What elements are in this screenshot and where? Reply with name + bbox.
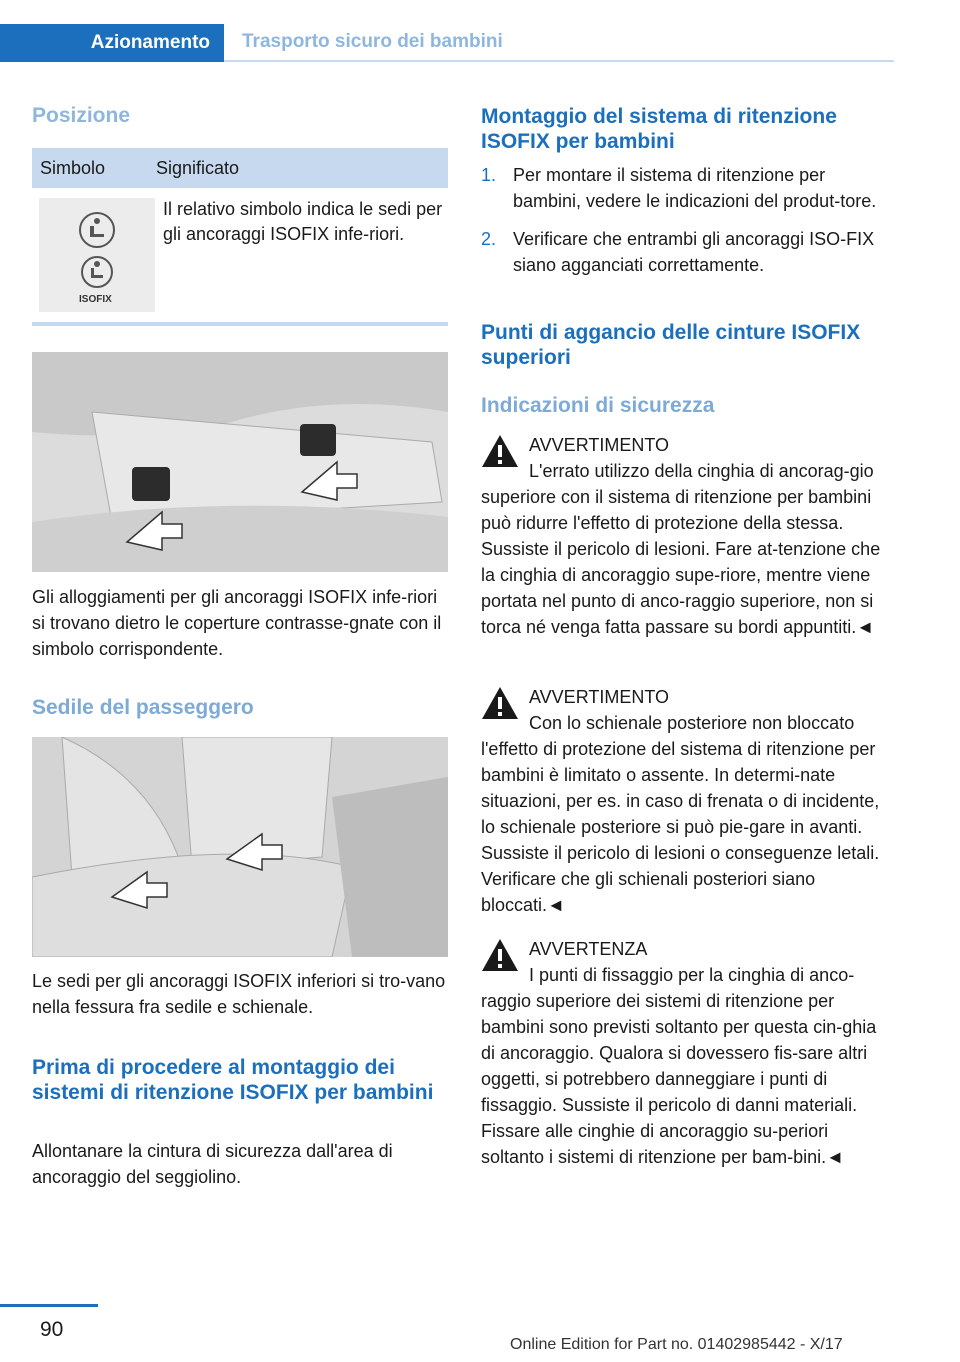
isofix-label: ISOFIX bbox=[79, 294, 112, 305]
heading-punti-aggancio: Punti di aggancio delle cinture ISOFIX superiori bbox=[481, 321, 861, 369]
warning-block bbox=[481, 936, 893, 1170]
warning-title: AVVERTENZA bbox=[529, 939, 648, 959]
heading-sedile-passeggero: Sedile del passeggero bbox=[32, 696, 254, 719]
caption-rear-seat: Gli alloggiamenti per gli ancoraggi ISOFIX infe-riori si trovano dietro le coperture contrasse-gnate con il simbolo corrispondente. bbox=[32, 587, 442, 659]
caption-passenger-seat: Le sedi per gli ancoraggi ISOFIX inferiori si tro-vano nella fessura fra sedile e schienale. bbox=[32, 971, 446, 1017]
heading-prima-di-procedere: Prima di procedere al montaggio dei sistemi di ritenzione ISOFIX per bambini bbox=[32, 1056, 434, 1104]
warning-title: AVVERTIMENTO bbox=[529, 435, 670, 455]
heading-montaggio: Montaggio del sistema di ritenzione ISOFIX per bambini bbox=[481, 105, 837, 153]
footer-rule bbox=[0, 1304, 98, 1307]
col-header-meaning: Significato bbox=[156, 157, 240, 178]
warning-text: L'errato utilizzo della cinghia di ancorag-gio superiore con il sistema di ritenzione per bambini può ridurre l'effetto di protezione della stessa. Sussiste il pericolo di lesioni. Fare at-tenzione che la cinghia di ancoraggio supe-riore, mentre viene portata nel punto di anco-raggio superiore, non si torca né venga fatta passare su bordi appuntiti.◄ bbox=[481, 461, 881, 637]
paragraph-prima: Allontanare la cintura di sicurezza dall'area di ancoraggio del seggiolino. bbox=[32, 1141, 393, 1187]
step-number: 1. bbox=[481, 165, 497, 185]
warning-block bbox=[481, 432, 893, 640]
table-row bbox=[32, 188, 448, 324]
montaggio-steps bbox=[481, 162, 893, 290]
table-bottom-rule bbox=[32, 322, 448, 326]
warning-triangle-icon bbox=[481, 938, 519, 972]
tab-azionamento[interactable]: Azionamento bbox=[0, 24, 224, 62]
symbol-meaning-text: Il relativo simbolo indica le sedi per gli ancoraggi ISOFIX infe-riori. bbox=[163, 199, 443, 244]
warning-block bbox=[481, 684, 893, 918]
edition-note: Online Edition for Part no. 01402985442 - X/17 bbox=[510, 1336, 843, 1353]
step-number: 2. bbox=[481, 229, 497, 249]
warning-title: AVVERTIMENTO bbox=[529, 687, 670, 707]
list-item bbox=[481, 226, 893, 278]
warning-triangle-icon bbox=[481, 434, 519, 468]
passenger-seat-isofix-photo bbox=[32, 737, 448, 957]
heading-indicazioni-sicurezza: Indicazioni di sicurezza bbox=[481, 394, 715, 417]
heading-posizione: Posizione bbox=[32, 104, 131, 127]
step-text: Verificare che entrambi gli ancoraggi ISO-FIX siano agganciati correttamente. bbox=[513, 229, 875, 275]
warning-text: I punti di fissaggio per la cinghia di anco-raggio superiore dei sistemi di ritenzione per bambini sono previsti soltanto per questa cin-ghia di ancoraggio. Qualora si dovessero fis-sare altri oggetti, si potrebbero danneggiare i punti di fissaggio. Sussiste il pericolo di danni materiali. Fissare alle cinghie di ancoraggio su-periori soltanto i sistemi di ritenzione per bam-bini.◄ bbox=[481, 965, 877, 1167]
warning-text: Con lo schienale posteriore non bloccato l'effetto di protezione del sistema di ritenzione per bambini è limitato o assente. In determi-nate situazioni, per es. in caso di frenata o di incidente, lo schienale posteriore si può pie-gare in avanti. Sussiste il pericolo di lesioni o conseguenze letali. Verificare che gli schienali posteriori siano bloccati.◄ bbox=[481, 713, 880, 915]
step-text: Per montare il sistema di ritenzione per bambini, vedere le indicazioni del produt-tore. bbox=[513, 165, 877, 211]
isofix-symbol-cell bbox=[39, 198, 155, 312]
symbol-table bbox=[32, 148, 448, 324]
isofix-icon bbox=[77, 254, 117, 294]
list-item bbox=[481, 162, 893, 214]
col-header-symbol: Simbolo bbox=[40, 157, 106, 178]
child-seat-icon bbox=[77, 210, 117, 250]
header-bar bbox=[0, 0, 960, 62]
tab-trasporto-sicuro[interactable]: Trasporto sicuro dei bambini bbox=[224, 24, 894, 62]
page-number: 90 bbox=[40, 1318, 64, 1341]
table-header bbox=[32, 148, 448, 188]
rear-seat-isofix-photo bbox=[32, 352, 448, 572]
warning-triangle-icon bbox=[481, 686, 519, 720]
